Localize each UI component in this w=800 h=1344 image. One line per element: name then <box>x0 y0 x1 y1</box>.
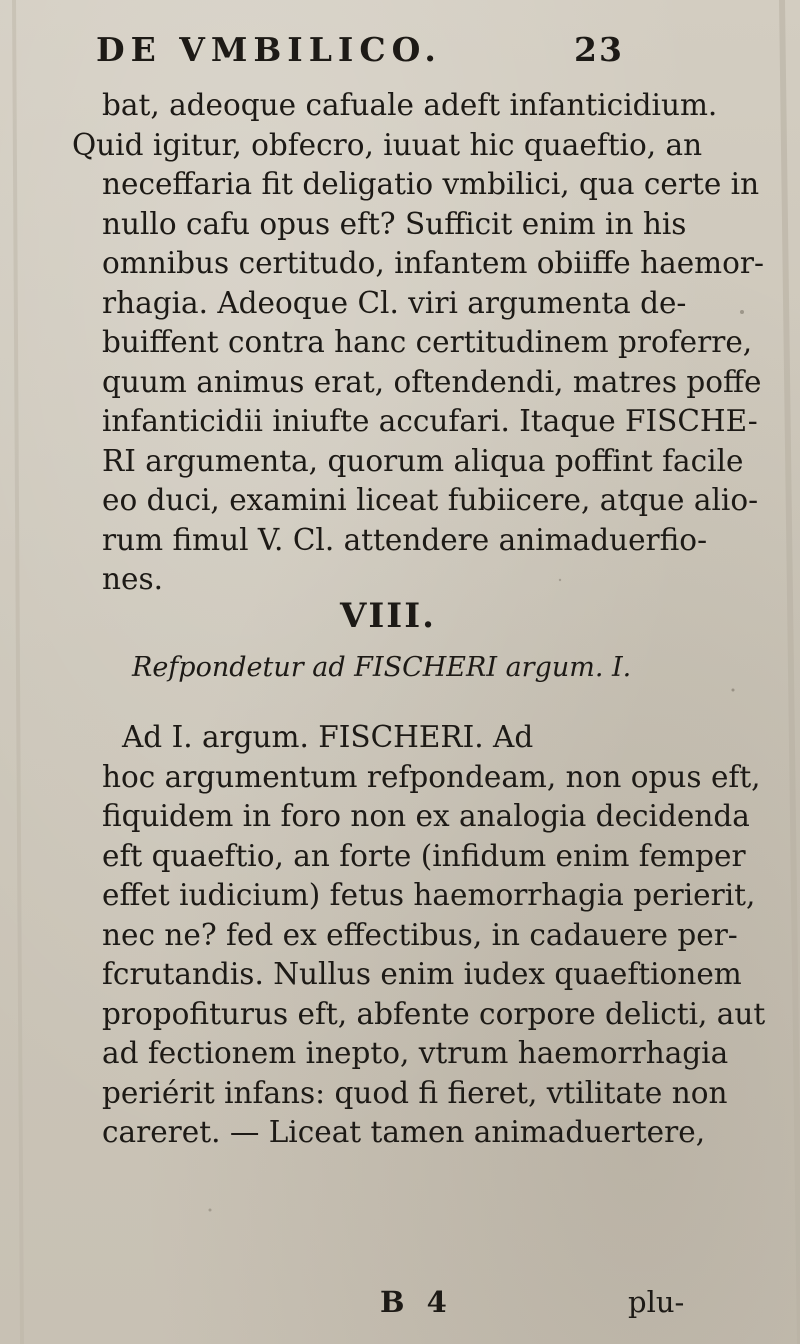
text-line: careret. — Liceat tamen animaduertere, <box>102 1115 706 1149</box>
signature-mark: B 4 <box>380 1285 453 1319</box>
text-line: rum fimul V. Cl. attendere animaduerfio- <box>102 522 708 557</box>
text-line: nes. <box>102 562 163 596</box>
text-line: propofiturus eft, abfente corpore delicti, aut <box>102 996 766 1031</box>
text-line: eo duci, examini liceat fubiicere, atque alio- <box>102 483 759 517</box>
text-line: RI argumenta, quorum aliqua poffint facile <box>102 443 744 478</box>
text-line: bat, adeoque cafuale adeft infanticidium. <box>102 88 718 122</box>
running-head: DE VMBILICO. <box>96 30 442 69</box>
page-header <box>96 20 696 70</box>
text-line: eft quaeftio, an forte (infidum enim femper <box>102 838 746 873</box>
section-heading: Refpondetur ad FISCHERI argum. I. <box>132 652 632 683</box>
paragraph-1 <box>72 86 764 600</box>
text-line: fcrutandis. Nullus enim iudex quaeftionem <box>102 957 742 991</box>
text-line: Quid igitur, obfecro, iuuat hic quaeftio, an <box>72 127 703 162</box>
text-line: hoc argumentum refpondeam, non opus eft, <box>102 759 761 794</box>
text-line: rhagia. Adeoque Cl. viri argumenta de- <box>102 285 687 320</box>
text-line: Ad I. argum. FISCHERI. Ad <box>122 720 534 754</box>
catchword: plu- <box>628 1285 685 1319</box>
text-line: neceffaria fit deligatio vmbilici, qua certe in <box>102 167 760 201</box>
page-footer <box>380 1285 760 1325</box>
text-line: quum animus erat, oftendendi, matres poffe <box>102 364 762 399</box>
text-line: infanticidii iniufte accufari. Itaque FISCHE- <box>102 404 758 438</box>
section-number: VIII. <box>340 596 436 636</box>
text-line: fiquidem in foro non ex analogia decidenda <box>102 799 750 833</box>
text-line: ad fectionem inepto, vtrum haemorrhagia <box>102 1036 729 1070</box>
text-line: buiffent contra hanc certitudinem proferre, <box>102 325 753 359</box>
page-number: 23 <box>574 30 624 69</box>
text-line: effet iudicium) fetus haemorrhagia perierit, <box>102 878 756 912</box>
text-line: nec ne? fed ex effectibus, in cadauere per- <box>102 917 738 952</box>
text-line: omnibus certitudo, infantem obiiffe haemor- <box>102 246 764 280</box>
text-line: periérit infans: quod fi fieret, vtilitate non <box>102 1075 728 1110</box>
text-line: nullo cafu opus eft? Sufficit enim in his <box>102 206 687 241</box>
paragraph-2 <box>102 718 766 1153</box>
